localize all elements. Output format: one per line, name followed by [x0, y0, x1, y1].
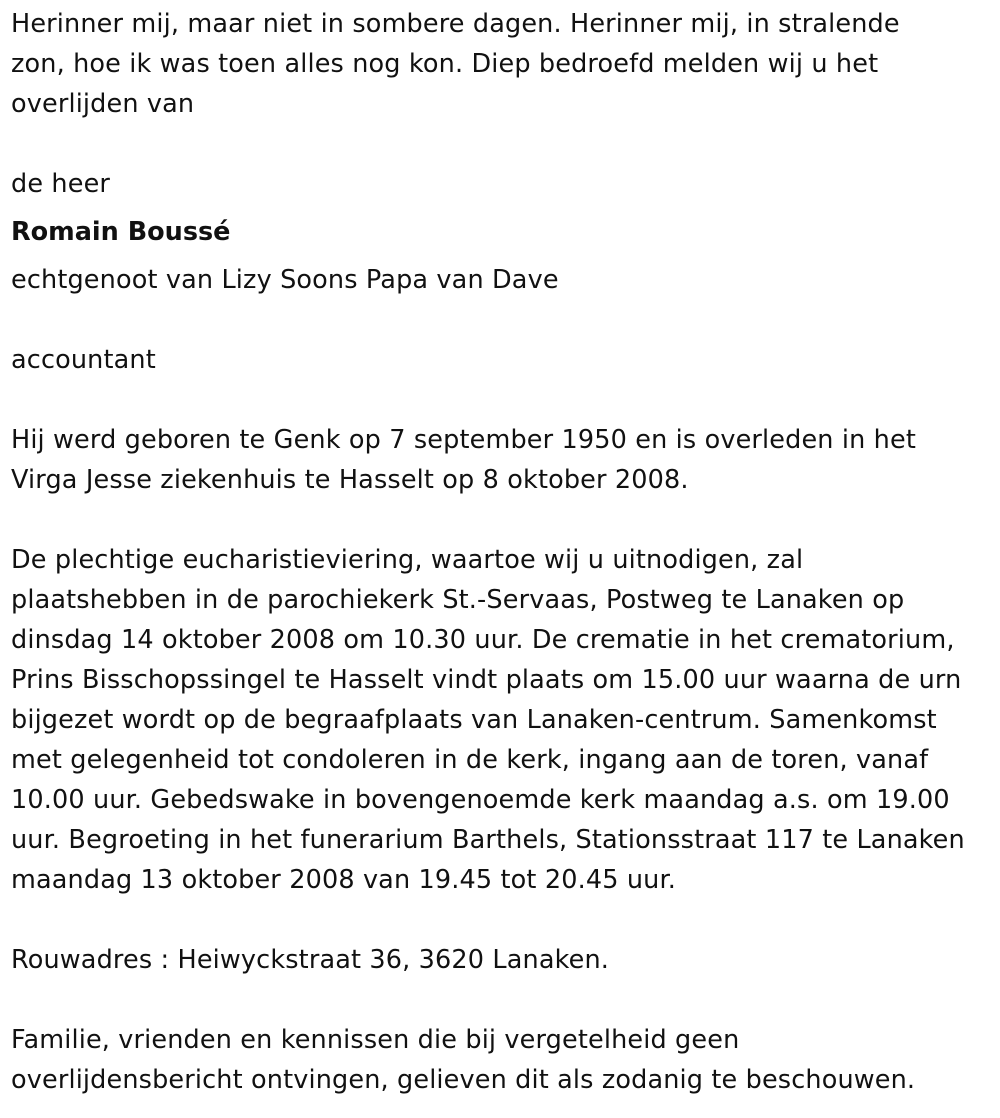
ceremony-line: 10.00 uur. Gebedswake in bovengenoemde kerk maandag a.s. om 19.00: [11, 785, 950, 815]
deceased-name: Romain Boussé: [11, 217, 231, 247]
ceremony-line: maandag 13 oktober 2008 van 19.45 tot 20.45 uur.: [11, 865, 677, 895]
birth-death-paragraph: [11, 420, 996, 500]
relation-line: echtgenoot van Lizy Soons Papa van Dave: [11, 265, 559, 295]
spacer: [11, 252, 996, 260]
spacer: [11, 500, 996, 540]
mourning-address: Rouwadres : Heiwyckstraat 36, 3620 Lanaken.: [11, 945, 610, 975]
birth-death-line: Hij werd geboren te Genk op 7 september 1950 en is overleden in het: [11, 425, 916, 455]
obituary-document: [11, 4, 996, 1100]
ceremony-line: bijgezet wordt op de begraafplaats van Lanaken-centrum. Samenkomst: [11, 705, 937, 735]
ceremony-line: dinsdag 14 oktober 2008 om 10.30 uur. De crematie in het crematorium,: [11, 625, 955, 655]
intro-paragraph: [11, 4, 996, 124]
ceremony-line: met gelegenheid tot condoleren in de kerk, ingang aan de toren, vanaf: [11, 745, 929, 775]
ceremony-paragraph: [11, 540, 996, 900]
ceremony-line: De plechtige eucharistieviering, waartoe wij u uitnodigen, zal: [11, 545, 804, 575]
spacer: [11, 300, 996, 340]
spacer: [11, 124, 996, 164]
ceremony-line: plaatshebben in de parochiekerk St.-Servaas, Postweg te Lanaken op: [11, 585, 905, 615]
salutation: de heer: [11, 169, 111, 199]
intro-line: Herinner mij, maar niet in sombere dagen. Herinner mij, in stralende: [11, 9, 900, 39]
spacer: [11, 204, 996, 212]
intro-line: overlijden van: [11, 89, 195, 119]
intro-line: zon, hoe ik was toen alles nog kon. Diep bedroefd melden wij u het: [11, 49, 879, 79]
spacer: [11, 380, 996, 420]
spacer: [11, 900, 996, 940]
ceremony-line: uur. Begroeting in het funerarium Barthels, Stationsstraat 117 te Lanaken: [11, 825, 965, 855]
profession: accountant: [11, 345, 156, 375]
spacer: [11, 980, 996, 1020]
closing-line: overlijdensbericht ontvingen, gelieven dit als zodanig te beschouwen.: [11, 1065, 916, 1095]
birth-death-line: Virga Jesse ziekenhuis te Hasselt op 8 oktober 2008.: [11, 465, 689, 495]
closing-paragraph: [11, 1020, 996, 1100]
closing-line: Familie, vrienden en kennissen die bij vergetelheid geen: [11, 1025, 740, 1055]
ceremony-line: Prins Bisschopssingel te Hasselt vindt plaats om 15.00 uur waarna de urn: [11, 665, 962, 695]
